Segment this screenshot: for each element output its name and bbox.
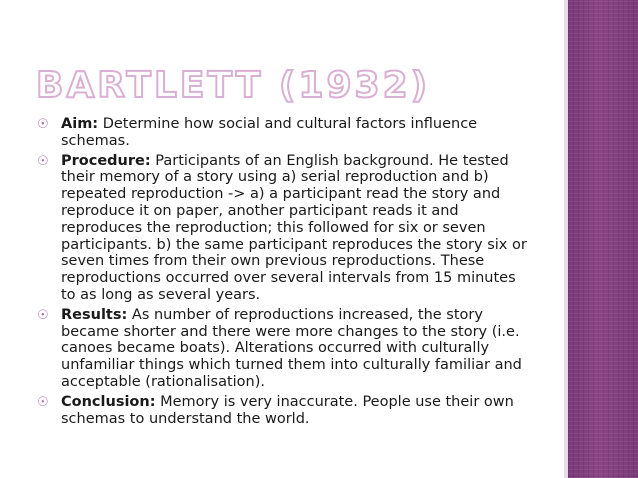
bullet-list: [37, 116, 529, 430]
list-item-aim: [37, 116, 529, 150]
list-item-procedure: [37, 153, 529, 304]
item-label: Procedure:: [61, 152, 151, 169]
decorative-side-bar: [568, 0, 638, 478]
item-text: Memory is very inaccurate. People use their own schemas to understand the world.: [61, 393, 514, 427]
target-bullet-icon: ☉: [37, 153, 49, 169]
item-label: Results:: [61, 306, 128, 323]
item-text: Participants of an English background. He tested their memory of a story using a) serial reproduction and b) repeated reproduction -> a) a participant read the story and reproduce it on paper, another participant reads it and reproduces the reproduction; this followed for six or seven participants. b) the same participant reproduces the story six or seven times from their own previous reproductions. These reproductions occurred over several intervals from 15 minutes to as long as several years.: [61, 152, 527, 303]
target-bullet-icon: ☉: [37, 394, 49, 410]
item-text: Determine how social and cultural factors influence schemas.: [61, 116, 478, 149]
item-text: As number of reproductions increased, the story became shorter and there were more changes to the story (i.e. canoes became boats). Alterations occurred with culturally unfamiliar things which turned them into culturally familiar and acceptable (rationalisation).: [61, 306, 522, 390]
slide-title: BARTLETT (1932): [36, 65, 431, 106]
item-label: Conclusion:: [61, 393, 156, 410]
list-item-results: [37, 307, 529, 391]
target-bullet-icon: ☉: [37, 307, 49, 323]
list-item-conclusion: [37, 394, 529, 428]
target-bullet-icon: ☉: [37, 117, 49, 132]
item-label: Aim:: [61, 116, 99, 132]
